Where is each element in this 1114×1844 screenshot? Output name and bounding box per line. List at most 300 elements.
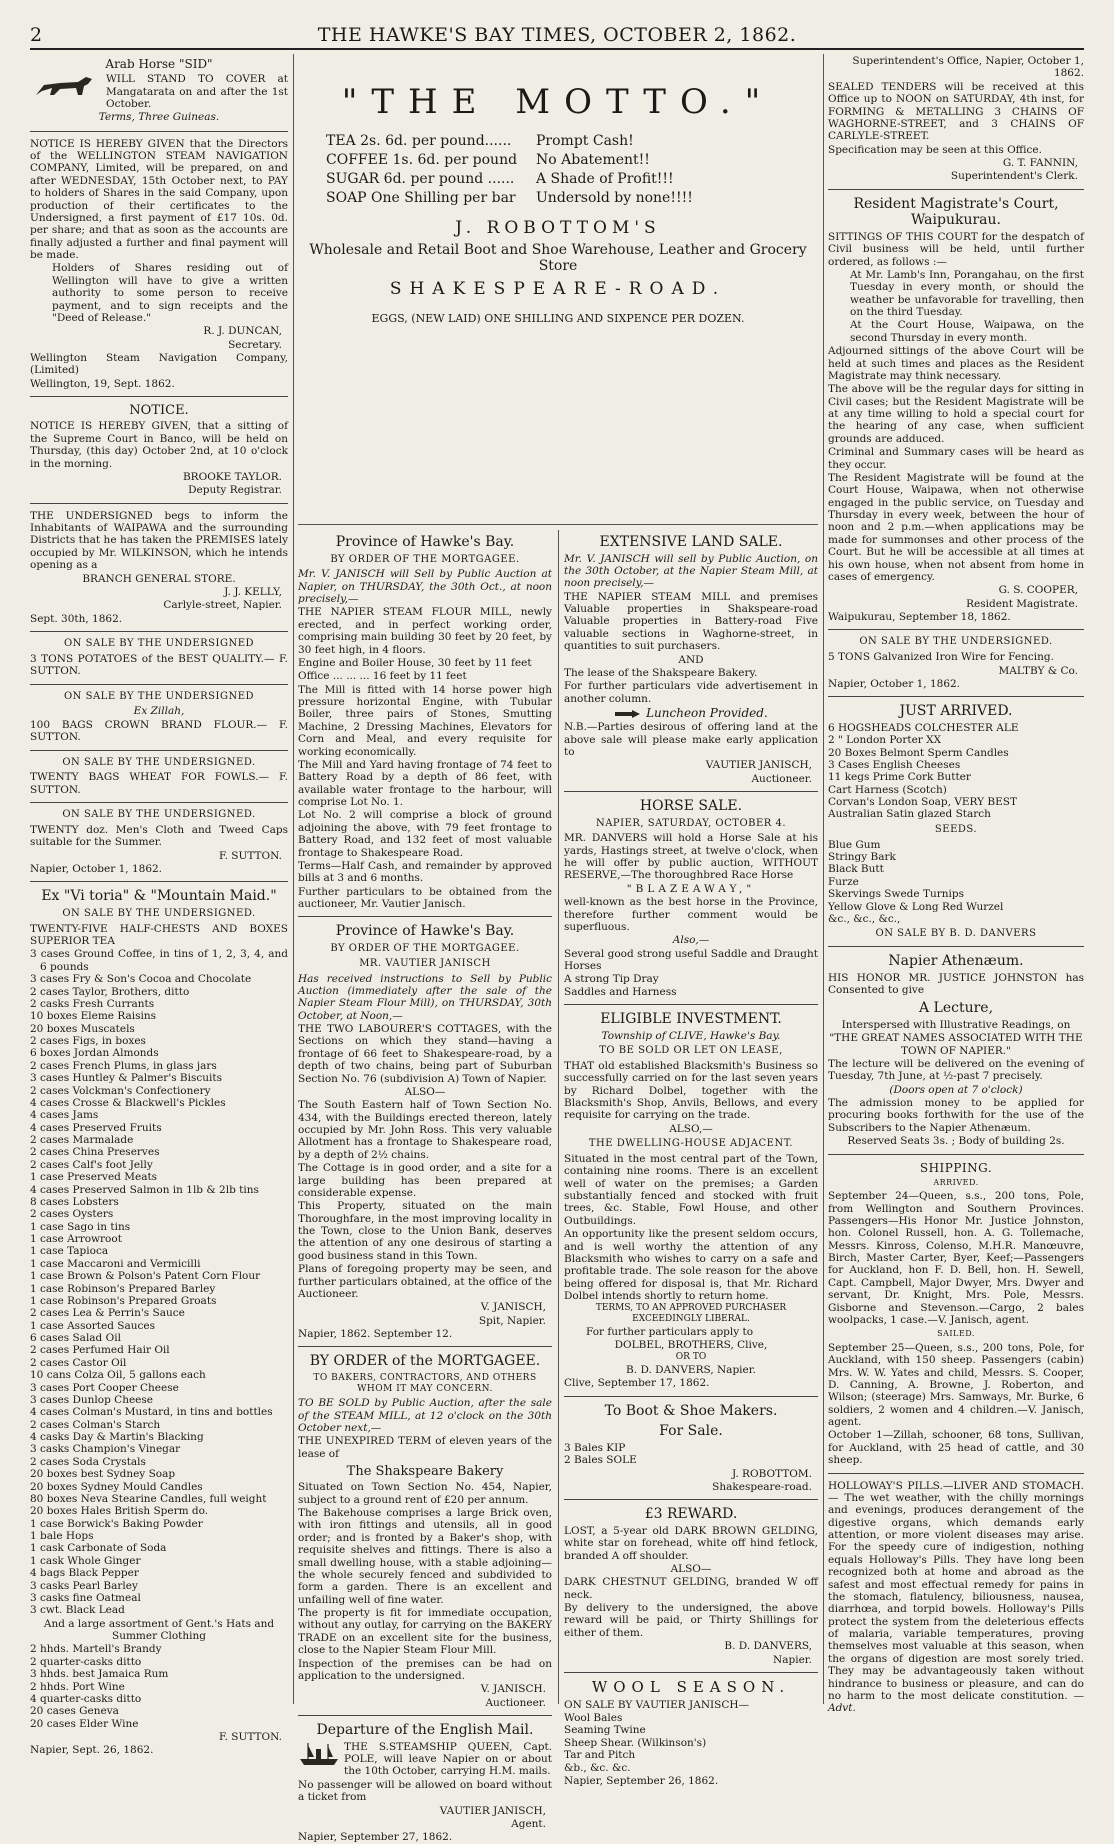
divider: [30, 881, 288, 882]
seat-prices: Reserved Seats 3s. ; Body of building 2s.: [847, 1135, 1065, 1148]
ad-body: 3 TONS POTATOES of the BEST QUALITY.— F. SUTTON.: [30, 652, 288, 678]
list-item: Stringy Bark: [828, 851, 896, 864]
ad-body: The Cottage is in good order, and a site for a large building has been prepared at considerable expense.: [298, 1162, 552, 1199]
list-item: 1 case Arrowroot: [30, 1233, 122, 1246]
ad-body: Plans of foregoing property may be seen, and further particulars obtained, at the office of the Auctioneer.: [298, 1263, 552, 1300]
list-item: 3 hhds. best Jamaica Rum: [30, 1668, 169, 1681]
list-item: 2 hhds. Port Wine: [30, 1680, 125, 1693]
ad-body: For further particulars apply to: [586, 1325, 754, 1338]
ad-body: By delivery to the undersigned, the above reward will be paid, or Thirty Shillings for either of them.: [564, 1602, 818, 1639]
signature: J. ROBOTTOM.: [731, 1467, 812, 1480]
shop-owner: J. ROBOTTOM'S: [455, 217, 661, 238]
eggs-notice: EGGS, (NEW LAID) ONE SHILLING AND SIXPENCE PER DOZEN.: [371, 311, 745, 325]
notice-body: At Mr. Lamb's Inn, Porangahau, on the first Tuesday in every month, or should the weather be unfavorable for travelling, then on the third Tuesday.: [850, 268, 1084, 319]
ad-body: 5 TONS Galvanized Iron Wire for Fencing.: [828, 651, 1054, 664]
list-item: 3 cwt. Black Lead: [30, 1604, 125, 1617]
list-item: 2 " London Porter XX: [828, 734, 942, 747]
also-line: Also,—: [672, 934, 710, 947]
list-item: 2 cases Calf's foot Jelly: [30, 1158, 153, 1171]
sale-heading: ON SALE BY B. D. DANVERS: [875, 928, 1037, 940]
signature-role: Auctioneer.: [485, 1696, 546, 1709]
shop-trade: Wholesale and Retail Boot and Shoe Warehouse, Leather and Grocery Store: [309, 241, 807, 275]
list-item: 1 case Borwick's Baking Powder: [30, 1517, 203, 1530]
ad-intro: Has received instructions to Sell by Public Auction (immediately after the sale of the Napier Steam Flour Mill), on THURSDAY, 30th October, at Noon,—: [298, 972, 552, 1022]
flour-ad: [30, 691, 288, 744]
ad-body: THE NAPIER STEAM FLOUR MILL, newly erected, and in perfect working order, comprising main building 30 feet by 20 feet, by 30 feet high, in 4 floors.: [298, 606, 552, 656]
list-item: 3 cases Dunlop Cheese: [30, 1393, 153, 1406]
newspaper-title: THE HAWKE'S BAY TIMES, OCTOBER 2, 1862.: [317, 24, 797, 46]
list-item: Corvan's London Soap, VERY BEST: [828, 796, 1017, 809]
notice-body: Holders of Shares residing out of Wellington will have to give a written authority to some person to receive payment, and to sign receipts and the "Deed of Release.": [52, 262, 288, 324]
divider: [298, 916, 552, 917]
address: Carlyle-street, Napier.: [163, 599, 282, 612]
motto-title: "THE MOTTO.": [341, 82, 775, 122]
ad-body: The Mill is fitted with 14 horse power high pressure horizontal Engine, with Tubular Boiler, three pairs of Stones, Smutting Machine, 2 Dressing Machines, Elevators for Corn and Meal, and every requisite for working economically.: [298, 683, 552, 758]
dateline: Wellington, 19, Sept. 1862.: [30, 377, 175, 390]
column-4: [828, 54, 1084, 1715]
address: Shakespeare-road.: [712, 1480, 812, 1493]
list-item: 4 cases Preserved Salmon in 1lb & 2lb tins: [30, 1183, 259, 1196]
list-item: 1 case Robinson's Prepared Groats: [30, 1294, 217, 1307]
list-item: 2 cases Taylor, Brothers, ditto: [30, 985, 190, 998]
divider: [564, 1004, 818, 1005]
advt-mark: —Advt.: [828, 1689, 1084, 1715]
dwelling-heading: THE DWELLING-HOUSE ADJACENT.: [588, 1138, 794, 1150]
divider: [828, 946, 1084, 947]
ad-body: The admission money to be applied for procuring books forthwith for the use of the Subscribers to the Napier Athenæum.: [828, 1097, 1084, 1134]
or-line: OR TO: [675, 1352, 707, 1363]
list-item: 10 cans Colza Oil, 5 gallons each: [30, 1369, 206, 1382]
ad-body: THE UNDERSIGNED begs to inform the Inhabitants of WAIPAWA and the surrounding Districts that he has taken the PREMISES lately occupied by Mr. WILKINSON, which he intends opening as a: [30, 509, 288, 572]
ad-body: THE TWO LABOURER'S COTTAGES, with the Sections on which they stand—having a frontage of 66 feet to Shakespeare-road, by a depth of two chains, being part of Suburban Section No. 76 (subdivision A) Town of Napier.: [298, 1023, 552, 1085]
list-item: Skervings Swede Turnips: [828, 888, 964, 901]
list-item: 20 Boxes Belmont Sperm Candles: [828, 746, 1009, 759]
sale-heading: ON SALE BY THE UNDERSIGNED: [63, 638, 255, 650]
ad-heading: JUST ARRIVED.: [899, 703, 1013, 720]
price-row: [326, 170, 818, 189]
seeds-heading: SEEDS.: [934, 823, 978, 835]
ad-heading: Province of Hawke's Bay.: [335, 534, 515, 550]
sale-heading: ON SALE BY THE UNDERSIGNED: [63, 690, 255, 702]
list-item: 3 Cases English Cheeses: [828, 758, 961, 771]
and-line: AND: [678, 653, 704, 666]
notice-body: Specification may be seen at this Office.: [828, 143, 1042, 156]
ad-heading: HORSE SALE.: [639, 798, 743, 815]
masthead: [30, 18, 1084, 50]
ad-body: Interspersed with Illustrative Readings, on: [841, 1018, 1071, 1031]
office-line: Superintendent's Office, Napier, October 1, 1862.: [852, 55, 1084, 80]
ad-body: An opportunity like the present seldom occurs, and is well worthy the attention of any Blacksmith who wishes to carry on a safe and profitable trade. The sole reason for the above being offered for disposal is, that Mr. Richard Dolbel intends shortly to return home.: [564, 1228, 818, 1303]
divider: [828, 696, 1084, 697]
divider: [298, 1346, 552, 1347]
ad-body: The property is fit for immediate occupation, without any outlay, for carrying on the BAKERY TRADE on an excellent site for the business, close to the Napier Steam Flour Mill.: [298, 1607, 552, 1657]
price-row: [326, 189, 818, 208]
list-item: Saddles and Harness: [564, 985, 677, 998]
dateline: NAPIER, SATURDAY, OCTOBER 4.: [595, 817, 787, 829]
notice-body: The Resident Magistrate will be found at the Court House, Waipawa, when not otherwise engaged in the public service, on Tuesday and Thursday in every week, between the hour of noon and 2 p.m.—when applications may be made for summonses and other process of the Court. But he will be accessible at all times at his own house, when not absent from home in cases of emergency.: [828, 471, 1084, 583]
list-item: 1 case Assorted Sauces: [30, 1319, 155, 1332]
ship-name: Ex Zillah,: [133, 705, 185, 718]
shipping-entry: October 1—Zillah, schooner, 68 tons, Sullivan, for Auckland, with 25 head of cattle, and 30 sheep.: [828, 1429, 1084, 1467]
ad-heading: EXTENSIVE LAND SALE.: [599, 534, 783, 550]
signature: V. JANISCH.: [480, 1683, 546, 1696]
price-item: COFFEE 1s. 6d. per pound: [326, 152, 518, 168]
dateline: Waipukurau, September 18, 1862.: [828, 611, 1011, 624]
bakery-name: The Shakspeare Bakery: [346, 1464, 504, 1480]
ad-terms: TERMS, TO AN APPROVED PURCHASER EXCEEDINGLY LIBERAL.: [595, 1303, 787, 1325]
ad-title: Arab Horse "SID": [105, 57, 213, 71]
list-item: Furze: [828, 875, 859, 888]
luncheon-note: Luncheon Provided.: [646, 706, 768, 721]
list-item: Cart Harness (Scotch): [828, 783, 947, 796]
ad-note: N.B.—Parties desirous of offering land at the above sale will please make early application to: [564, 721, 818, 758]
agent-name: B. D. DANVERS, Napier.: [626, 1364, 756, 1377]
flour-mill-auction: [298, 534, 552, 910]
ad-extra: And a large assortment of Gent.'s Hats and Summer Clothing: [43, 1617, 275, 1643]
steamship-icon: [298, 1741, 340, 1767]
ad-intro: Mr. V. JANISCH will Sell by Public Auction at Napier, on THURSDAY, the 30th Oct., at noon precisely,—: [298, 568, 552, 606]
ad-body: DARK CHESTNUT GELDING, branded W off neck.: [564, 1576, 818, 1601]
list-item: 1 case Tapioca: [30, 1245, 109, 1258]
notice-body: Criminal and Summary cases will be heard as they occur.: [828, 446, 1084, 471]
bakery-auction: [298, 1353, 552, 1709]
ad-heading: ELIGIBLE INVESTMENT.: [600, 1011, 782, 1028]
price-slogan: Undersold by none!!!!: [536, 189, 693, 206]
spirits-list: [30, 1643, 288, 1730]
ad-body: The wet weather, with the chilly mornings and evenings, produces derangement of the digestive organs, which demands early attention, or more violent diseases may arise. For the speedy cure of indigestion, nothing equals Holloway's Pills. They have long been recognized both at home and abroad as the safest and most effectual remedy for pains in the stomach, flatulency, biliousness, nausea, diarrhœa, and torpid bowels. Holloway's Pills protect the system from the deleterious effects of malaria, variable temperatures, proving themselves most valuable at this season, when the organs of digestion are most sorely tried. They may be advantageously taken without hindrance to business or pleasure, and can do no harm to the most delicate constitution.: [828, 1491, 1084, 1702]
ad-body: The Bakehouse comprises a large Brick oven, with iron fittings and utensils, all in good order; and is fronted by a Baker's shop, with requisite shelves and fittings. There is also a small dwelling house, with a stable adjoining—the whole securely fenced and subdivided to form a garden. There is an excellent and unfailing well of fine water.: [298, 1507, 552, 1606]
list-item: 1 case Brown & Polson's Patent Corn Flour: [30, 1270, 261, 1283]
ad-body: well-known as the best horse in the Province, therefore further comment would be superfluous.: [564, 896, 818, 933]
list-item: 1 case Maccaroni and Vermicilli: [30, 1257, 201, 1270]
ad-body: THE UNEXPIRED TERM of eleven years of the lease of: [298, 1435, 552, 1460]
column-rule: [823, 54, 824, 1704]
divider: [30, 396, 288, 397]
list-item: 2 Bales SOLE: [564, 1454, 637, 1467]
signature: F. SUTTON.: [218, 849, 282, 862]
list-item: 3 Bales KIP: [564, 1441, 626, 1454]
divider: [298, 1715, 552, 1716]
ad-body: LOST, a 5-year old DARK BROWN GELDING, white star on forehead, white off hind fetlock, branded A off shoulder.: [564, 1524, 818, 1562]
price-slogan: A Shade of Profit!!!: [536, 170, 674, 187]
list-item: 4 bags Black Pepper: [30, 1567, 139, 1580]
sailed-heading: SAILED.: [937, 1329, 975, 1339]
list-item: 3 cases Port Cooper Cheese: [30, 1381, 179, 1394]
ad-title: HOLLOWAY'S PILLS.—LIVER AND STOMACH.—: [828, 1479, 1084, 1504]
list-item: 80 boxes Neva Stearine Candles, full weight: [30, 1492, 267, 1505]
list-item: 4 cases Crosse & Blackwell's Pickles: [30, 1096, 226, 1109]
list-item: &c., &c., &c.,: [828, 912, 901, 925]
list-item: 4 quarter-casks ditto: [30, 1692, 142, 1705]
wire-ad: [828, 636, 1084, 690]
just-arrived-ad: [828, 703, 1084, 940]
divider: [30, 750, 288, 751]
also-line: ALSO,—: [669, 1122, 713, 1135]
list-item: 20 boxes best Sydney Soap: [30, 1468, 176, 1481]
dateline: Napier, September 26, 1862.: [564, 1774, 719, 1787]
list-item: Blue Gum: [828, 838, 881, 851]
signature: V. JANISCH,: [480, 1301, 546, 1314]
signature: B. D. DANVERS,: [724, 1640, 812, 1653]
list-item: 4 cases Colman's Mustard, in tins and bottles: [30, 1406, 273, 1419]
shipping-entry: September 25—Queen, s.s., 200 tons, Pole, for Auckland, with 150 sheep. Passengers (cabin) Mrs. W. W. Yates and child, Messrs. S. Cooper, D. Canning, A. Browne, J. Roberton, and Wilson; (steerage) Mrs. Samways, Mr. Burke, 6 soldiers, 2 women and 4 children.—V. Janisch, agent.: [828, 1341, 1084, 1428]
english-mail-ad: [298, 1722, 552, 1844]
shipping-news: [828, 1161, 1084, 1467]
ad-heading: Departure of the English Mail.: [316, 1722, 534, 1739]
ad-lead: TWENTY-FIVE HALF-CHESTS AND BOXES SUPERIOR TEA: [30, 922, 288, 948]
horse-sale-ad: [564, 798, 818, 998]
signature-role: Secretary.: [228, 338, 282, 351]
potatoes-ad: [30, 638, 288, 678]
column-2: [298, 530, 552, 1844]
signature-role: Resident Magistrate.: [966, 597, 1078, 610]
wool-season-ad: [564, 1679, 818, 1787]
list-item: 2 hhds. Martell's Brandy: [30, 1643, 162, 1656]
list-item: 20 boxes Sydney Mould Candles: [30, 1480, 203, 1493]
list-item: 2 cases China Preserves: [30, 1146, 160, 1159]
list-item: 10 boxes Eleme Raisins: [30, 1010, 157, 1023]
list-item: 2 cases Castor Oil: [30, 1356, 127, 1369]
list-item: 1 cask Whole Ginger: [30, 1554, 141, 1567]
ad-heading: To Boot & Shoe Makers.: [604, 1402, 778, 1419]
horse-items-list: [564, 973, 818, 998]
arrived-heading: ARRIVED.: [933, 1177, 979, 1187]
list-item: Seaming Twine: [564, 1724, 646, 1737]
athenaeum-ad: [828, 953, 1084, 1148]
list-item: 4 casks Day & Martin's Blacking: [30, 1431, 204, 1444]
ad-line: Office ... ... ... 16 feet by 11 feet: [298, 670, 467, 683]
column-1: [30, 54, 288, 1757]
ad-body: The Mill and Yard having frontage of 74 feet to Battery Road by a depth of 86 feet, with available water frontage to the harbour, will comprise Lot No. 1.: [298, 758, 552, 809]
divider: [30, 131, 288, 132]
reward-ad: [564, 1506, 818, 1666]
divider: [828, 189, 1084, 190]
list-item: Wool Bales: [564, 1712, 623, 1725]
also-line: ALSO—: [670, 1562, 712, 1575]
ad-heading: Province of Hawke's Bay.: [335, 923, 515, 940]
divider: [564, 1499, 818, 1500]
victoria-goods-ad: [30, 888, 288, 1756]
price-item: SOAP One Shilling per bar: [326, 189, 516, 206]
shipping-entry: September 24—Queen, s.s., 200 tons, Pole, from Wellington and Southern Provinces. Passengers—His Honor Mr. Justice Johnston, hon. Colonel Russell, hon. A. G. Tollemache, Messrs. Kinross, Colenso, M.H.R. Manœuvre, Birch, Master Carter, Byer, Keef;—Passengers for Auckland, hon F. D. Bell, hon. H. Sewell, Capt. Campbell, Major Dwyer, Mrs. Dwyer and servant, Dr. Knight, Mrs. Pole, Messrs. Gisborne and Stevenson.—Cargo, 2 bales woolpacks, 1 case.—V. Janisch, agent.: [828, 1190, 1084, 1326]
horse-icon: [30, 73, 100, 103]
list-item: &b., &c. &c.: [564, 1761, 631, 1774]
list-item: 1 case Sago in tins: [30, 1220, 131, 1233]
dateline: Napier, October 1, 1862.: [30, 863, 163, 876]
signature: VAUTIER JANISCH,: [705, 759, 812, 772]
list-item: 1 case Robinson's Prepared Barley: [30, 1282, 216, 1295]
list-item: 2 cases Lea & Perrin's Sauce: [30, 1307, 185, 1320]
ad-heading: BY ORDER of the MORTGAGEE.: [309, 1353, 541, 1370]
lecture-title: A Lecture,: [918, 1000, 994, 1017]
ad-terms: Terms—Half Cash, and remainder by approved bills at 3 and 6 months.: [298, 859, 552, 885]
notice-body: The above will be the regular days for sitting in Civil cases; but the Resident Magistrate will be at any time willing to hold a special court for the hearing of any case, when sufficient grounds are adduced.: [828, 383, 1084, 445]
ad-body: TWENTY doz. Men's Cloth and Tweed Caps suitable for the Summer.: [30, 823, 288, 849]
list-item: 2 cases Oysters: [30, 1208, 114, 1221]
ad-line: Engine and Boiler House, 30 feet by 11 feet: [298, 656, 532, 669]
list-item: 3 casks fine Oatmeal: [30, 1591, 141, 1604]
list-item: Sheep Shear. (Wilkinson's): [564, 1736, 707, 1749]
ad-body: ON SALE BY VAUTIER JANISCH—: [564, 1698, 750, 1711]
goods-list: [30, 948, 288, 1616]
notice-body: NOTICE IS HEREBY GIVEN, that a sitting of the Supreme Court in Banco, will be held on Thursday, (this day) October 2nd, at 10 o'clock in the morning.: [30, 420, 288, 470]
investment-ad: [564, 1011, 818, 1390]
list-item: 2 quarter-casks ditto: [30, 1655, 142, 1668]
firm-name: DOLBEL, BROTHERS, Clive,: [614, 1339, 768, 1352]
court-notice: [30, 403, 288, 497]
dateline: Napier, Sept. 26, 1862.: [30, 1744, 154, 1757]
divider: [30, 802, 288, 803]
ad-body: WILL STAND TO COVER at Mangatarata on and after the 1st October.: [106, 73, 288, 110]
signature: J. J. KELLY,: [224, 585, 282, 598]
sale-heading: ON SALE BY THE UNDERSIGNED.: [62, 756, 256, 768]
section-rule: [298, 524, 818, 525]
store-name: BRANCH GENERAL STORE.: [82, 572, 236, 585]
list-item: Australian Satin glazed Starch: [828, 808, 991, 821]
list-item: 6 cases Salad Oil: [30, 1332, 121, 1345]
caps-ad: [30, 809, 288, 875]
address: Spit, Napier.: [478, 1314, 546, 1327]
price-item: SUGAR 6d. per pound ......: [326, 170, 515, 187]
ad-subheading: For Sale.: [659, 1423, 723, 1440]
signature-role: Agent.: [511, 1817, 546, 1830]
ad-heading: £3 REWARD.: [644, 1506, 738, 1523]
divider: [564, 791, 818, 792]
signature-role: Superintendent's Clerk.: [950, 170, 1078, 183]
signature-role: Deputy Registrar.: [188, 484, 282, 497]
list-item: Yellow Glove & Long Red Wurzel: [828, 900, 1004, 913]
signature: F. SUTTON.: [218, 1731, 282, 1744]
boot-items-list: [564, 1442, 818, 1467]
list-item: 2 cases Perfumed Hair Oil: [30, 1344, 170, 1357]
divider: [828, 1154, 1084, 1155]
ad-body: This Property, situated on the main Thoroughfare, in the most improving locality in the Town, close to the Union Bank, deserves the attention of any one desirous of starting a good business stand in this Town.: [298, 1200, 552, 1262]
list-item: A strong Tip Dray: [564, 973, 659, 986]
ad-heading: NOTICE.: [129, 403, 189, 419]
price-slogan: No Abatement!!: [536, 152, 650, 168]
holloway-pills-ad: [828, 1480, 1084, 1715]
ad-body: TWENTY BAGS WHEAT FOR FOWLS.— F. SUTTON.: [30, 771, 288, 796]
auctioneer-name: MR. VAUTIER JANISCH: [359, 957, 491, 969]
list-item: 6 HOGSHEADS COLCHESTER ALE: [828, 721, 1019, 734]
list-item: 3 cases Huntley & Palmer's Biscuits: [30, 1072, 222, 1085]
list-item: 11 kegs Prime Cork Butter: [828, 771, 971, 784]
dateline: Napier, October 1, 1862.: [828, 677, 961, 690]
dateline: Clive, September 17, 1862.: [564, 1377, 710, 1390]
lecture-topic: "THE GREAT NAMES ASSOCIATED WITH THE TOWN OF NAPIER.": [829, 1032, 1083, 1057]
list-item: 20 boxes Muscatels: [30, 1022, 135, 1035]
shop-street: SHAKESPEARE-ROAD.: [389, 278, 727, 299]
ad-body: Further particulars to be obtained from the auctioneer, Mr. Vautier Janisch.: [298, 885, 552, 911]
arab-horse-ad: [30, 57, 288, 125]
ad-body: Situated in the most central part of the Town, containing nine rooms. There is an excellent well of water on the premises; a Garden substantially fenced and stocked with fruit trees, &c. Stable, Fowl House, and other Outbuildings.: [564, 1152, 818, 1227]
signature: MALTBY & Co.: [998, 664, 1078, 677]
list-item: 20 cases Elder Wine: [30, 1717, 139, 1730]
signature: G. T. FANNIN,: [1002, 157, 1078, 169]
cottages-auction: [298, 923, 552, 1340]
list-item: 2 casks Fresh Currants: [30, 997, 155, 1010]
ad-body: The lecture will be delivered on the evening of Tuesday, 7th June, at ½-past 7 precisely.: [828, 1057, 1084, 1083]
list-item: 1 bale Hops: [30, 1530, 94, 1543]
list-item: 3 cases Fry & Son's Cocoa and Chocolate: [30, 973, 252, 986]
motto-ad: [298, 54, 818, 519]
ad-body: Lot No. 2 will comprise a block of ground adjoining the above, with 79 feet frontage to Battery Road, and 132 feet of most valuable frontage to Shakespeare Road.: [298, 809, 552, 859]
ad-body: THAT old established Blacksmith's Business so successfully carried on for the last seven years by Richard Dolbel, together with the Blacksmith's Shop, Anvils, Bellows, and every requisite for carrying on the trade.: [564, 1059, 818, 1122]
page-number: 2: [30, 24, 43, 46]
ad-terms: Terms, Three Guineas.: [98, 111, 220, 124]
ad-body: THE S.STEAMSHIP QUEEN, Capt. POLE, will leave Napier on or about the 10th October, carrying H.M. mails.: [344, 1740, 552, 1778]
list-item: 2 cases Colman's Starch: [30, 1418, 161, 1431]
boot-shoe-ad: [564, 1403, 818, 1494]
notice-body: SEALED TENDERS will be received at this Office up to NOON on SATURDAY, 4th inst, for FORMING & METALLING 3 CHAINS OF WAGHORNE-STREET, and 3 CHAINS OF CARLYLE-STREET.: [828, 80, 1084, 143]
seeds-list: [828, 839, 1084, 926]
ad-heading: Napier Athenæum.: [888, 953, 1024, 970]
notice-body: SITTINGS OF THIS COURT for the despatch of Civil business will be held, until further ordered, as follows :—: [828, 230, 1084, 268]
list-item: 3 casks Pearl Barley: [30, 1579, 138, 1592]
order-line: BY ORDER OF THE MORTGAGEE.: [330, 553, 520, 565]
list-item: 3 casks Champion's Vinegar: [30, 1443, 181, 1456]
list-item: 20 cases Geneva: [30, 1705, 119, 1718]
address: Napier.: [773, 1653, 812, 1666]
divider: [828, 629, 1084, 630]
ad-body: The lease of the Shakspeare Bakery.: [564, 666, 758, 679]
ad-subheading: TO BAKERS, CONTRACTORS, AND OTHERS WHOM IT MAY CONCERN.: [313, 1372, 537, 1394]
price-item: TEA 2s. 6d. per pound......: [326, 133, 512, 150]
signature: VAUTIER JANISCH,: [439, 1804, 546, 1817]
list-item: 2 cases Figs, in boxes: [30, 1035, 146, 1048]
ad-heading: WOOL SEASON.: [591, 1677, 791, 1696]
ad-body: THE NAPIER STEAM MILL and premises Valuable properties in Shakspeare-road Valuable properties in Battery-road Five valuable sections in Waghorne-street, in quantities to suit purchasers.: [564, 590, 818, 653]
list-item: 8 cases Lobsters: [30, 1195, 119, 1208]
pointing-hand-icon: [614, 708, 642, 720]
ad-body: The South Eastern half of Town Section No. 434, with the Buildings erected thereon, lately occupied by Mr. John Ross. This very valuable Allotment has a frontage to Shakespeare road, by a depth of 2½ chains.: [298, 1099, 552, 1161]
ad-heading: Resident Magistrate's Court, Waipukurau.: [853, 195, 1059, 229]
ad-body: 100 BAGS CROWN BRAND FLOUR.— F. SUTTON.: [30, 718, 288, 744]
arrived-items-list: [828, 722, 1084, 821]
list-item: Tar and Pitch: [564, 1749, 636, 1762]
notice-body: Adjourned sittings of the above Court will be held at such times and places as the Resident Magistrate may think necessary.: [828, 345, 1084, 382]
list-item: 2 cases Soda Crystals: [30, 1455, 146, 1468]
list-item: 2 cases Volckman's Confectionery: [30, 1084, 211, 1097]
ad-place: Township of CLIVE, Hawke's Bay.: [601, 1029, 781, 1042]
company: Wellington Steam Navigation Company, (Limited): [30, 352, 288, 377]
column-rule: [558, 530, 559, 1704]
price-list: [326, 132, 818, 208]
divider: [564, 1672, 818, 1673]
land-sale-ad: [564, 534, 818, 785]
divider: [30, 631, 288, 632]
also-line: ALSO—: [404, 1085, 446, 1098]
wheat-ad: [30, 757, 288, 797]
list-item: 4 cases Preserved Fruits: [30, 1121, 162, 1134]
signature: BROOKE TAYLOR.: [182, 470, 282, 483]
ad-body: Inspection of the premises can be had on application to the undersigned.: [298, 1657, 552, 1682]
ad-body: HIS HONOR MR. JUSTICE JOHNSTON has Consented to give: [828, 971, 1084, 996]
kelly-store-ad: [30, 510, 288, 625]
ad-body: No passenger will be allowed on board without a ticket from: [298, 1778, 552, 1804]
dateline: Sept. 30th, 1862.: [30, 612, 123, 625]
list-item: 20 boxes Hales British Sperm do.: [30, 1505, 209, 1518]
list-item: 3 cases Ground Coffee, in tins of 1, 2, 3, 4, and 6 pounds: [30, 948, 288, 973]
ad-intro: TO BE SOLD by Public Auction, after the sale of the STEAM MILL, at 12 o'clock on the 30th October next,—: [298, 1397, 552, 1434]
signature: G. S. COOPER,: [998, 584, 1078, 597]
magistrate-court-notice: [828, 196, 1084, 624]
ad-body: Situated on Town Section No. 454, Napier, subject to a ground rent of £20 per annum.: [298, 1481, 552, 1506]
divider: [30, 684, 288, 685]
list-item: 1 case Preserved Meats: [30, 1171, 158, 1184]
divider: [30, 503, 288, 504]
signature: R. J. DUNCAN,: [203, 325, 282, 338]
